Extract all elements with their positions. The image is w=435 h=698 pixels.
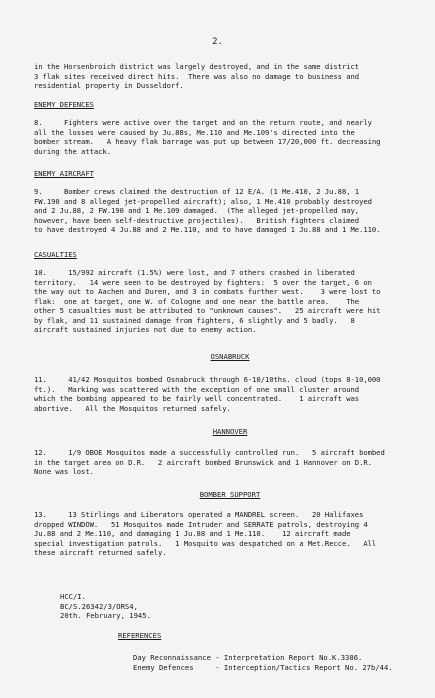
section-heading-enemy-aircraft: ENEMY AIRCRAFT (34, 169, 94, 178)
paragraph-line: aircraft sustained injuries not due to enemy action. (34, 325, 257, 334)
references-heading: REFERENCES (118, 631, 162, 640)
section-heading-bomber-support: BOMBER SUPPORT (199, 490, 261, 499)
paragraph-line: 12. 1/9 OBOE Mosquitos made a successfully controlled run. 5 aircraft bombed (34, 448, 385, 457)
paragraph-line: None was lost. (34, 467, 94, 476)
paragraph-line: 10. 15/992 aircraft (1.5%) were lost, and 7 others crashed in liberated (34, 268, 355, 277)
paragraph-line: to have destroyed 4 Ju.88 and 2 Me.110, and to have damaged 1 Ju.88 and 1 Me.110. (34, 225, 381, 234)
reference-item: Enemy Defences - Interception/Tactics Report No. 27b/44. (133, 663, 393, 672)
paragraph-line: by flak, and 11 sustained damage from fighters, 6 slightly and 5 badly. 8 (34, 315, 355, 325)
reference-item: Day Reconnaissance - Interpretation Report No.K.3386. (133, 653, 363, 662)
paragraph-line: ft.). Marking was scattered with the exception of one small cluster around (34, 384, 360, 394)
paragraph-line: territory. 14 were seen to be destroyed by fighters: 5 over the target, 6 on (34, 277, 372, 287)
section-heading-hannover: HANNOVER (212, 427, 248, 436)
paragraph-line: Ju.88 and 2 Me.110, and damaging 1 Ju.88 and 1 Me.110. 12 aircraft made (34, 529, 351, 538)
section-heading-osnabruck: OSNABRUCK (210, 352, 250, 361)
section-heading-casualties: CASUALTIES (34, 250, 77, 259)
paragraph-line: special investigation patrols. 1 Mosquito was despatched on a Met.Recce. All (34, 538, 377, 548)
paragraph-line: 8. Fighters were active over the target and on the return route, and nearly (34, 118, 372, 127)
paragraph-line: the way out to Aachen and Duren, and 3 in combats further west. 3 were lost to (34, 287, 381, 296)
page-number: 2. (212, 37, 223, 47)
paragraph-line: which the bombing appeared to be fairly well concentrated. 1 aircraft was (34, 394, 360, 403)
paragraph-line: bomber stream. A heavy flak barrage was put up between 17/20,000 ft. decreasing (34, 137, 381, 146)
signature-line: 20th. February, 1945. (60, 611, 151, 620)
section-heading-enemy-defences: ENEMY DEFENCES (34, 100, 94, 109)
paragraph-line: however, have been self-destructive projectiles). British fighters claimed (34, 215, 360, 225)
paragraph-line: in the target area on D.R. 2 aircraft bombed Brunswick and 1 Hannover on D.R. (34, 457, 372, 467)
intro-line: 3 flak sites received direct hits. There was also no damage to business and (34, 71, 360, 81)
intro-line: residential property in Dusseldorf. (34, 81, 184, 90)
paragraph-line: 13. 13 Stirlings and Liberators operated a MANDREL screen. 20 Halifaxes (34, 510, 364, 519)
paragraph-line: 11. 41/42 Mosquitos bombed Osnabruck through 6-10/10ths. cloud (tops 8-10,000 (34, 375, 381, 384)
paragraph-line: dropped WINDOW. 51 Mosquitos made Intruder and SERRATE patrols, destroying 4 (34, 519, 368, 529)
paragraph-line: 9. Bomber crews claimed the destruction of 12 E/A. (1 Me.410, 2 Ju.88, 1 (34, 187, 360, 196)
paragraph-line: and 2 Ju.88, 2 FW.190 and 1 Me.109 damaged. (The alleged jet-propelled may, (34, 206, 360, 215)
paragraph-line: flak: one at target, one W. of Cologne and one near the battle area. The (34, 296, 360, 306)
paragraph-line: all the losses were caused by Ju.88s, Me.110 and Me.109's directed into the (34, 127, 355, 137)
paragraph-line: these aircraft returned safely. (34, 548, 167, 557)
signature-line: BC/S.26342/3/ORS4, (60, 601, 138, 611)
paragraph-line: abortive. All the Mosquitos returned safely. (34, 403, 231, 413)
intro-line: in the Horsenbroich district was largely destroyed, and in the same district (34, 62, 360, 71)
signature-line: HCC/I. (60, 592, 86, 601)
paragraph-line: other 5 casualties must be attributed to "unknown causes". 25 aircraft were hit (34, 306, 381, 315)
paragraph-line: FW.190 and 8 alleged jet-propelled aircraft); also, 1 Me.410 probably destroyed (34, 196, 372, 206)
paragraph-line: during the attack. (34, 146, 111, 156)
